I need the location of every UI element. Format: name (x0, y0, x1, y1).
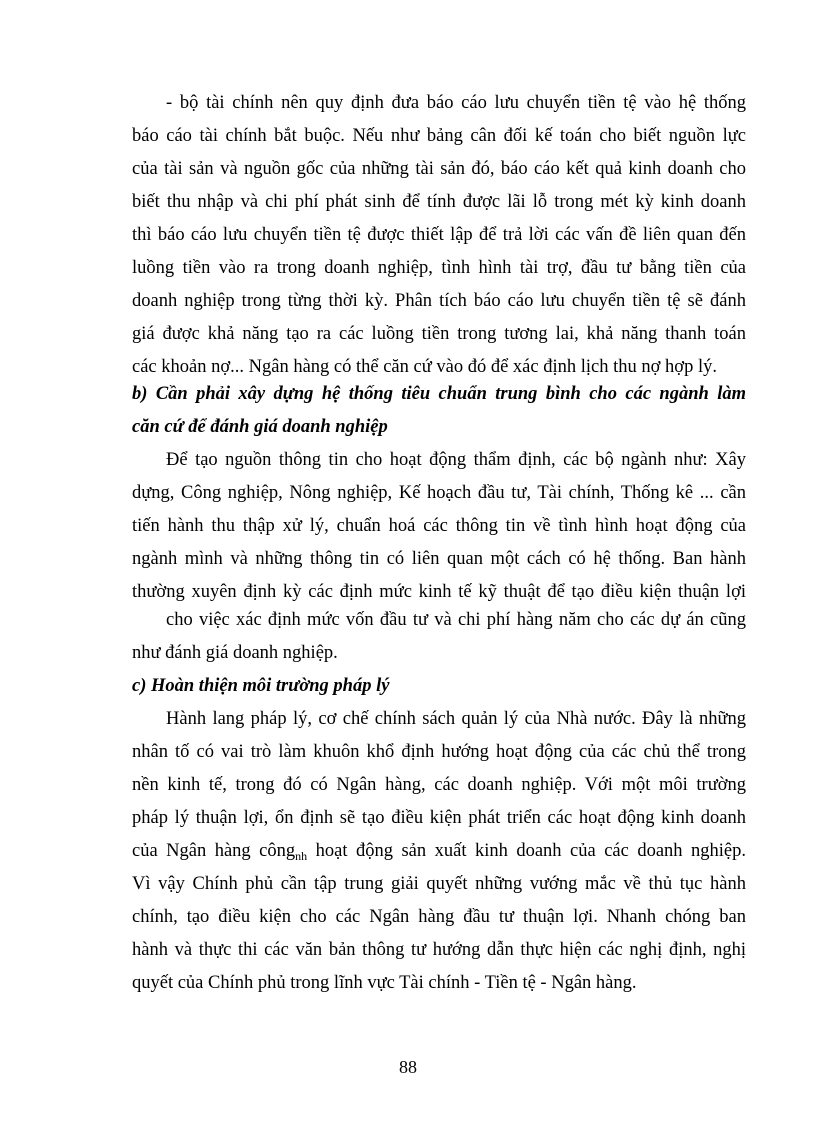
paragraph-3-line-5 (132, 834, 746, 868)
paragraph-3-line-5-end: hoạt động sản xuất kinh doanh của các doanh nghiệp. (307, 841, 746, 861)
paragraph-2-line-4: ngành mình và những thông tin có liên quan một cách có hệ thống. Ban hành (132, 549, 746, 569)
paragraph-1-line-4: biết thu nhập và chi phí phát sinh để tính được lãi lỗ trong mét kỳ kinh doanh (132, 192, 746, 212)
paragraph-2-line-7: như đánh giá doanh nghiệp. (132, 643, 338, 663)
paragraph-2-line-6: cho việc xác định mức vốn đầu tư và chi phí hàng năm cho các dự án cũng (166, 610, 746, 630)
paragraph-3-line-2: nhân tố có vai trò làm khuôn khổ định hướng hoạt động của các chủ thể trong (132, 742, 746, 762)
paragraph-3-line-6: Vì vậy Chính phủ cần tập trung giải quyết những vướng mắc về thủ tục hành (132, 874, 746, 894)
paragraph-2-line-3: tiến hành thu thập xử lý, chuẩn hoá các thông tin về tình hình hoạt động của (132, 516, 746, 536)
heading-b-line-1: b) Cần phải xây dựng hệ thống tiêu chuẩn trung bình cho các ngành làm (132, 384, 746, 404)
paragraph-3-line-5-start: của Ngân hàng công (132, 841, 296, 861)
paragraph-1-line-8: giá được khả năng tạo ra các luồng tiền trong tương lai, khả năng thanh toán (132, 324, 746, 344)
paragraph-1-line-7: doanh nghiệp trong từng thời kỳ. Phân tích báo cáo lưu chuyển tiền tệ sẽ đánh (132, 291, 746, 311)
paragraph-3-line-9: quyết của Chính phủ trong lĩnh vực Tài chính - Tiền tệ - Ngân hàng. (132, 973, 637, 993)
paragraph-3-line-4: pháp lý thuận lợi, ổn định sẽ tạo điều kiện phát triển các hoạt động kinh doanh (132, 808, 746, 828)
paragraph-1-line-5: thì báo cáo lưu chuyển tiền tệ được thiết lập để trả lời các vấn đề liên quan đến (132, 225, 746, 245)
paragraph-1-line-1: - bộ tài chính nên quy định đưa báo cáo lưu chuyển tiền tệ vào hệ thống (166, 93, 746, 113)
paragraph-2-line-5: thường xuyên định kỳ các định mức kinh tế kỹ thuật để tạo điều kiện thuận lợi (132, 582, 746, 602)
paragraph-3-line-7: chính, tạo điều kiện cho các Ngân hàng đầu tư thuận lợi. Nhanh chóng ban (132, 907, 746, 927)
paragraph-2-line-2: dựng, Công nghiệp, Nông nghiệp, Kế hoạch đầu tư, Tài chính, Thống kê ... cần (132, 483, 746, 503)
paragraph-1-line-3: của tài sản và nguồn gốc của những tài sản đó, báo cáo kết quả kinh doanh cho (132, 159, 746, 179)
paragraph-3-line-8: hành và thực thi các văn bản thông tư hướng dẫn thực hiện các nghị định, nghị (132, 940, 746, 960)
heading-b-line-2: căn cứ để đánh giá doanh nghiệp (132, 417, 388, 437)
paragraph-3-line-3: nền kinh tế, trong đó có Ngân hàng, các doanh nghiệp. Với một môi trường (132, 775, 746, 795)
heading-c: c) Hoàn thiện môi trường pháp lý (132, 676, 390, 696)
subscript-fragment: nh (295, 849, 308, 863)
paragraph-3-line-1: Hành lang pháp lý, cơ chế chính sách quản lý của Nhà nước. Đây là những (166, 709, 746, 729)
page-number: 88 (399, 1057, 417, 1077)
paragraph-1-line-9: các khoản nợ... Ngân hàng có thể căn cứ vào đó để xác định lịch thu nợ hợp lý. (132, 357, 717, 377)
paragraph-1-line-2: báo cáo tài chính bắt buộc. Nếu như bảng cân đối kế toán cho biết nguồn lực (132, 126, 746, 146)
paragraph-1-line-6: luồng tiền vào ra trong doanh nghiệp, tình hình tài trợ, đầu tư bằng tiền của (132, 258, 746, 278)
paragraph-2-line-1: Để tạo nguồn thông tin cho hoạt động thẩm định, các bộ ngành như: Xây (166, 450, 746, 470)
